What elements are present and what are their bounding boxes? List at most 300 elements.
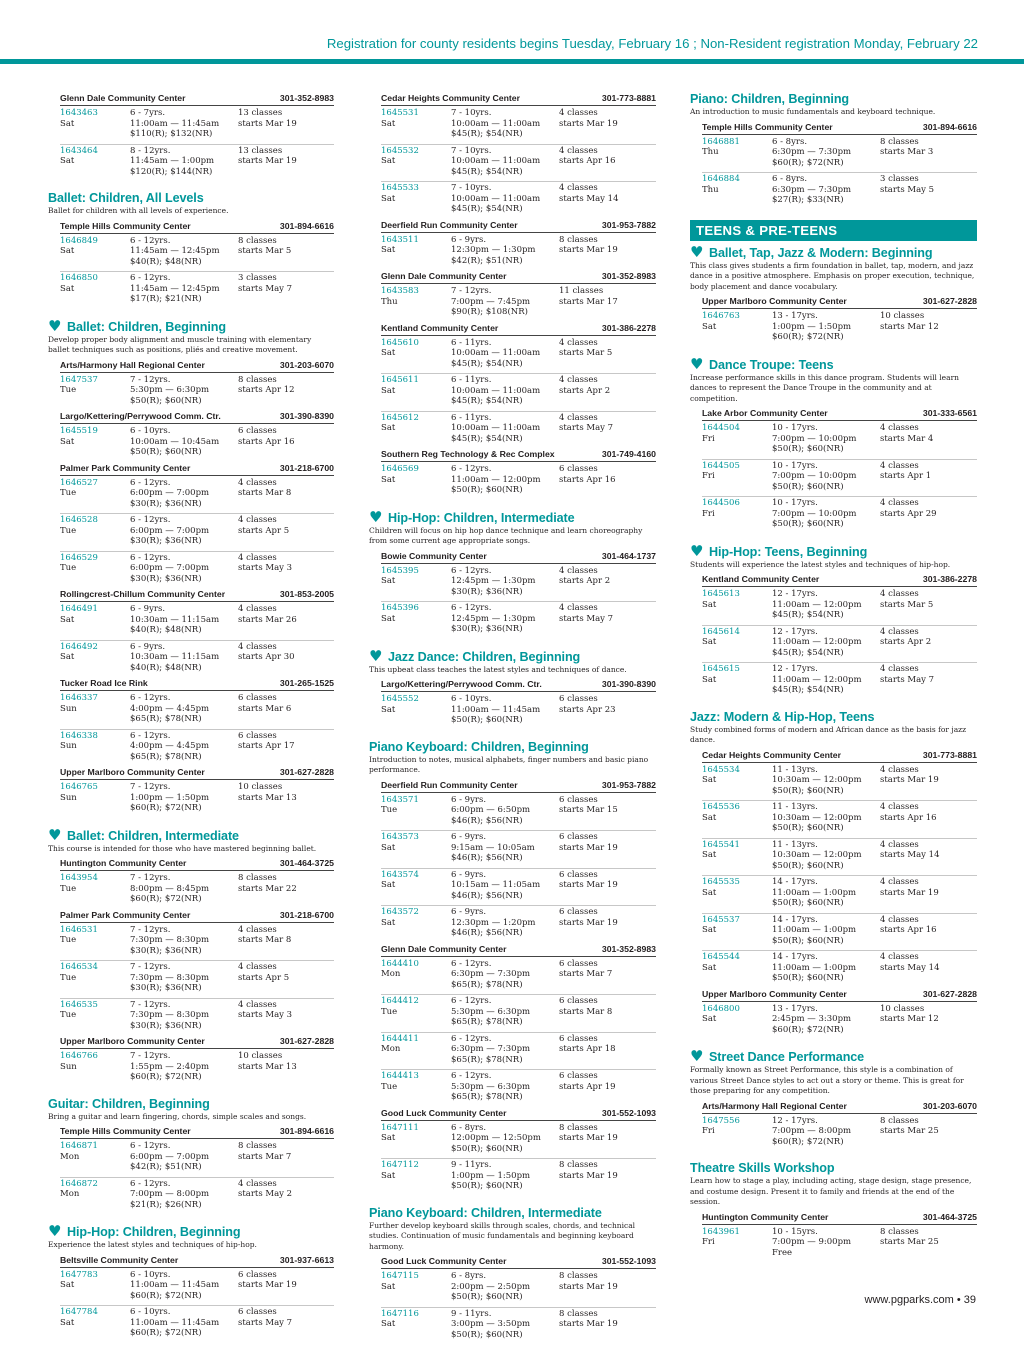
class-start: starts Mar 7 [238, 1151, 292, 1162]
program-title-text: Ballet: Children, Intermediate [67, 828, 239, 843]
class-number: 1645396 [381, 603, 419, 613]
class-detail-cell [451, 1271, 559, 1303]
class-number: 1646337 [60, 693, 98, 703]
class-day: Sat [60, 614, 75, 625]
class-count: 3 classes [238, 273, 277, 283]
program-title-text: Hip-Hop: Children, Intermediate [388, 510, 575, 525]
class-row [702, 764, 977, 802]
class-detail-cell [772, 423, 880, 455]
class-start: starts Mar 19 [559, 1170, 618, 1181]
class-row [381, 182, 656, 219]
class-id-cell [60, 553, 130, 585]
class-age: 6 - 9yrs. [451, 234, 487, 245]
class-schedule-cell [880, 1116, 977, 1148]
class-detail-cell [772, 1227, 880, 1259]
class-schedule-cell [238, 236, 334, 268]
class-count: 6 classes [559, 1033, 598, 1044]
class-age: 12 - 17yrs. [772, 589, 818, 599]
class-age: 6 - 11yrs. [451, 375, 492, 385]
class-day: Sat [381, 156, 396, 166]
class-age: 7 - 12yrs. [451, 286, 492, 296]
class-age: 6 - 12yrs. [451, 1033, 492, 1044]
location-block [60, 677, 334, 766]
class-age: 7 - 10yrs. [451, 145, 492, 156]
class-count: 10 classes [238, 782, 283, 792]
program-title-text: Dance Troupe: Teens [709, 357, 834, 372]
location-block [60, 1035, 334, 1087]
program-description: Ballet for children with all levels of experience. [48, 206, 229, 215]
class-schedule-cell [880, 589, 977, 621]
class-age: 6 - 9yrs. [130, 604, 166, 614]
class-start: starts Mar 19 [559, 1133, 618, 1143]
class-age: 6 - 10yrs. [130, 1269, 171, 1280]
class-start: starts Mar 26 [238, 614, 297, 625]
class-row [381, 374, 656, 412]
class-start: starts Apr 16 [559, 474, 616, 485]
class-number: 1645614 [702, 626, 740, 637]
class-schedule-cell [559, 1160, 656, 1192]
section-band: TEENS & PRE-TEENS [690, 220, 977, 241]
program-title [690, 92, 977, 107]
class-fee: $60(R); $72(NR) [130, 803, 202, 813]
program-title [369, 507, 656, 526]
class-fee: $50(R); $60(NR) [772, 481, 844, 492]
class-time: 10:00am — 10:45am [130, 436, 220, 447]
class-time: 11:00am — 1:00pm [772, 962, 857, 973]
class-day: Sat [60, 1280, 75, 1290]
program-section [369, 92, 656, 500]
class-schedule-cell [559, 1123, 656, 1155]
class-number: 1645552 [381, 694, 419, 704]
location-header [381, 322, 656, 336]
location-block [381, 270, 656, 322]
class-row [60, 107, 334, 145]
program-title-text: Piano Keyboard: Children, Beginning [369, 739, 589, 754]
program-section [48, 1097, 334, 1215]
class-day: Mon [381, 969, 401, 979]
class-detail-cell [451, 286, 559, 318]
location-header [381, 943, 656, 957]
program-title [690, 710, 977, 725]
class-day: Mon [60, 1151, 80, 1162]
class-detail-cell [772, 1116, 880, 1148]
location-block [702, 1100, 977, 1152]
class-number: 1647111 [381, 1122, 419, 1133]
class-fee: $21(R); $26(NR) [130, 1199, 202, 1210]
class-start: starts Apr 23 [559, 704, 616, 715]
class-age: 9 - 11yrs. [451, 1160, 492, 1170]
class-detail-cell [772, 1004, 880, 1036]
class-start: starts May 7 [238, 1317, 293, 1328]
class-time: 12:30pm — 1:30pm [451, 245, 536, 255]
class-count: 10 classes [880, 1003, 925, 1014]
class-id-cell [702, 802, 772, 834]
class-schedule-cell [880, 174, 977, 206]
class-age: 6 - 12yrs. [130, 477, 171, 488]
class-day: Fri [702, 433, 715, 444]
class-fee: $65(R); $78(NR) [451, 1017, 523, 1027]
location-name: Beltsville Community Center [60, 1254, 179, 1265]
class-schedule-cell [559, 1071, 656, 1103]
class-count: 4 classes [880, 664, 919, 674]
banner-rule [0, 59, 1024, 64]
program-title [369, 740, 656, 755]
class-time: 2:00pm — 2:50pm [451, 1281, 531, 1292]
location-block [381, 1107, 656, 1196]
class-start: starts Mar 6 [238, 703, 292, 714]
program-title [369, 646, 656, 665]
class-start: starts Mar 25 [880, 1126, 939, 1136]
class-fee: $65(R); $78(NR) [451, 1054, 523, 1065]
class-number: 1645535 [702, 877, 740, 887]
class-time: 10:30am — 12:00pm [772, 850, 862, 860]
class-day: Sat [381, 576, 396, 586]
class-day: Sat [702, 599, 717, 610]
class-number: 1646527 [60, 477, 98, 488]
program-section [690, 354, 977, 534]
class-id-cell [702, 915, 772, 947]
class-number: 1646492 [60, 641, 98, 652]
class-day: Tue [60, 385, 77, 395]
program-description: Bring a guitar and learn fingering, chords, simple scales and songs. [48, 1111, 307, 1121]
heart-icon: ♥ [690, 354, 704, 373]
class-schedule-cell [238, 1307, 334, 1339]
class-time: 11:00am — 12:00pm [772, 599, 862, 610]
class-schedule-cell [559, 1034, 656, 1066]
class-id-cell [381, 603, 451, 635]
class-detail-cell [130, 925, 238, 957]
class-fee: $46(R); $56(NR) [451, 928, 523, 938]
class-row [381, 412, 656, 449]
class-detail-cell [451, 375, 559, 407]
class-fee: $65(R); $78(NR) [130, 714, 202, 724]
class-schedule-cell [238, 962, 334, 994]
class-detail-cell [772, 461, 880, 493]
class-day: Sat [381, 245, 396, 255]
program-description: An introduction to music fundamentals and keyboard technique. [690, 107, 936, 116]
class-schedule-cell [559, 870, 656, 902]
class-age: 6 - 12yrs. [130, 1141, 171, 1151]
class-age: 12 - 17yrs. [772, 664, 818, 674]
class-id-cell [381, 1071, 451, 1103]
location-name: Kentland Community Center [381, 322, 499, 333]
location-phone: 301-552-1093 [601, 1256, 656, 1266]
class-start: starts May 2 [238, 1189, 293, 1199]
location-header [702, 988, 977, 1002]
class-number: 1646884 [702, 174, 740, 184]
class-age: 14 - 17yrs. [772, 877, 818, 887]
class-time: 10:30am — 12:00pm [772, 812, 862, 823]
class-number: 1646766 [60, 1051, 98, 1061]
class-count: 4 classes [880, 460, 919, 471]
class-schedule-cell [238, 693, 334, 725]
class-id-cell [702, 498, 772, 530]
class-count: 10 classes [880, 311, 925, 321]
location-phone: 301-390-8390 [279, 411, 334, 421]
class-time: 10:00am — 11:00am [451, 385, 541, 396]
class-start: starts Apr 2 [559, 385, 611, 396]
heart-icon: ♥ [690, 242, 704, 261]
class-time: 7:30pm — 8:30pm [130, 1010, 210, 1020]
class-id-cell [702, 877, 772, 909]
class-schedule-cell [880, 765, 977, 797]
program-title [48, 1224, 334, 1240]
location-header [60, 359, 334, 373]
location-block [381, 219, 656, 271]
class-start: starts Mar 19 [559, 118, 618, 129]
location-phone: 301-627-2828 [279, 1036, 334, 1046]
class-row [381, 565, 656, 603]
location-name: Arts/Harmony Hall Regional Center [60, 359, 205, 370]
class-age: 7 - 12yrs. [130, 999, 171, 1010]
class-time: 11:00am — 11:45am [130, 1280, 220, 1290]
program-description: Introduction to notes, musical alphabets, finger numbers and basic piano performance. [369, 754, 649, 774]
class-start: starts Mar 19 [559, 1281, 618, 1292]
program-section [690, 242, 977, 347]
class-start: starts Mar 4 [880, 433, 934, 444]
class-time: 6:00pm — 7:00pm [130, 1151, 210, 1162]
class-count: 4 classes [880, 589, 919, 599]
class-row [702, 310, 977, 347]
program-description: This course is intended for those who have mastered beginning ballet. [48, 843, 317, 853]
program-title [48, 191, 334, 206]
class-age: 6 - 12yrs. [130, 693, 171, 703]
class-schedule-cell [880, 627, 977, 659]
class-time: 8:00pm — 8:45pm [130, 883, 210, 894]
class-detail-cell [451, 907, 559, 939]
class-day: Sat [381, 880, 396, 890]
location-name: Good Luck Community Center [381, 1256, 507, 1266]
class-start: starts Apr 29 [880, 508, 937, 519]
class-start: starts Apr 16 [238, 436, 295, 447]
class-fee: $90(R); $108(NR) [451, 307, 528, 317]
class-age: 10 - 15yrs. [772, 1226, 818, 1237]
class-time: 11:00am — 12:00pm [772, 674, 862, 685]
location-block [702, 121, 977, 210]
class-day: Fri [702, 471, 715, 481]
class-number: 1646529 [60, 552, 98, 563]
class-age: 10 - 17yrs. [772, 423, 818, 433]
class-start: starts Apr 1 [880, 471, 932, 481]
class-count: 4 classes [880, 802, 919, 812]
program-description: This class gives students a firm foundation in ballet, tap, modern, and jazz dance in a positive atmosphere. Emphasis on proper execution, technique, body placement and dance vocabulary. [690, 260, 975, 291]
class-fee: $60(R); $72(NR) [130, 1072, 202, 1082]
location-header [60, 588, 334, 602]
class-start: starts Mar 17 [559, 296, 618, 307]
class-fee: $40(R); $48(NR) [130, 256, 202, 267]
class-age: 6 - 12yrs. [451, 996, 492, 1006]
class-time: 1:00pm — 1:50pm [130, 792, 210, 803]
class-age: 6 - 12yrs. [130, 730, 171, 741]
class-day: Sat [381, 474, 396, 485]
class-time: 11:45am — 12:45pm [130, 283, 220, 294]
class-age: 10 - 17yrs. [772, 460, 818, 471]
class-fee: $30(R); $36(NR) [130, 536, 202, 546]
class-fee: $30(R); $36(NR) [451, 624, 523, 634]
class-row [60, 872, 334, 909]
class-day: Sat [381, 348, 396, 358]
class-fee: $50(R); $60(NR) [451, 1181, 523, 1191]
class-number: 1646338 [60, 730, 98, 741]
class-age: 13 - 17yrs. [772, 1003, 818, 1014]
class-row [60, 425, 334, 462]
class-id-cell [381, 108, 451, 140]
class-schedule-cell [559, 959, 656, 991]
class-day: Tue [60, 1010, 77, 1020]
class-age: 13 - 17yrs. [772, 311, 818, 321]
class-count: 8 classes [880, 1115, 919, 1126]
class-row [381, 831, 656, 869]
class-fee: $46(R); $56(NR) [451, 853, 523, 863]
class-detail-cell [772, 802, 880, 834]
location-name: Palmer Park Community Center [60, 462, 191, 473]
program-title-text: Piano: Children, Beginning [690, 92, 850, 106]
class-start: starts Apr 5 [238, 525, 290, 536]
class-fee: $50(R); $60(NR) [451, 1292, 523, 1302]
class-number: 1645613 [702, 589, 740, 599]
class-day: Sun [60, 703, 77, 714]
location-name: Temple Hills Community Center [702, 121, 833, 132]
class-age: 6 - 9yrs. [451, 794, 487, 805]
class-id-cell [381, 1123, 451, 1155]
location-phone: 301-386-2278 [922, 574, 977, 584]
class-row [702, 951, 977, 988]
class-detail-cell [130, 782, 238, 814]
class-schedule-cell [880, 877, 977, 909]
class-id-cell [702, 461, 772, 493]
program-title-text: Guitar: Children, Beginning [48, 1096, 210, 1111]
class-count: 4 classes [880, 626, 919, 637]
class-count: 6 classes [238, 1269, 277, 1280]
program-title-text: Ballet: Children, All Levels [48, 191, 204, 205]
class-schedule-cell [559, 146, 656, 178]
class-id-cell [702, 174, 772, 206]
class-start: starts May 14 [880, 962, 940, 973]
class-day: Sat [60, 283, 75, 294]
location-phone: 301-218-6700 [279, 909, 334, 920]
class-schedule-cell [559, 832, 656, 864]
class-fee: $50(R); $60(NR) [772, 973, 844, 983]
class-schedule-cell [238, 478, 334, 510]
class-fee: $45(R); $54(NR) [451, 358, 523, 369]
class-id-cell [702, 423, 772, 455]
class-id-cell [60, 515, 130, 547]
location-phone: 301-894-6616 [279, 1126, 334, 1136]
class-row [702, 914, 977, 952]
class-row [60, 477, 334, 515]
class-start: starts May 7 [880, 674, 935, 685]
class-row [702, 839, 977, 877]
class-id-cell [60, 962, 130, 994]
class-count: 4 classes [238, 1178, 277, 1189]
class-age: 6 - 12yrs. [451, 958, 492, 969]
class-detail-cell [451, 183, 559, 215]
class-number: 1644412 [381, 996, 419, 1006]
class-count: 4 classes [559, 183, 598, 193]
class-id-cell [60, 478, 130, 510]
class-row [60, 692, 334, 730]
class-day: Tue [60, 563, 77, 573]
page-footer: www.pgparks.com • 39 [864, 1294, 976, 1306]
location-block [702, 407, 977, 534]
location-block [381, 322, 656, 449]
class-count: 4 classes [880, 877, 919, 887]
class-schedule-cell [238, 1141, 334, 1173]
class-fee: $50(R); $60(NR) [130, 447, 202, 457]
class-detail-cell [451, 832, 559, 864]
class-id-cell [60, 642, 130, 674]
class-number: 1645395 [381, 565, 419, 576]
class-day: Sat [60, 118, 75, 129]
class-schedule-cell [238, 782, 334, 814]
class-count: 6 classes [238, 426, 277, 436]
class-time: 11:00am — 11:45am [451, 704, 541, 715]
class-start: starts Apr 19 [559, 1081, 616, 1092]
location-block [60, 462, 334, 589]
class-day: Fri [702, 1126, 715, 1136]
class-id-cell [702, 627, 772, 659]
class-age: 7 - 12yrs. [130, 374, 171, 385]
class-fee: $50(R); $60(NR) [772, 860, 844, 871]
location-phone: 301-218-6700 [279, 462, 334, 473]
class-detail-cell [451, 464, 559, 496]
class-row [60, 374, 334, 411]
class-time: 11:45am — 1:00pm [130, 156, 215, 166]
class-count: 8 classes [559, 234, 598, 245]
class-count: 8 classes [238, 374, 277, 385]
class-time: 6:30pm — 7:30pm [772, 184, 852, 195]
class-id-cell [60, 375, 130, 407]
class-detail-cell [451, 870, 559, 902]
location-header [702, 1211, 977, 1225]
class-fee: $50(R); $60(NR) [451, 1329, 523, 1340]
class-schedule-cell [880, 664, 977, 696]
class-detail-cell [130, 1051, 238, 1083]
location-phone: 301-352-8983 [601, 271, 656, 281]
class-day: Sat [381, 1319, 396, 1329]
class-age: 6 - 8yrs. [772, 174, 808, 184]
class-count: 6 classes [559, 958, 598, 969]
class-schedule-cell [238, 925, 334, 957]
class-id-cell [381, 795, 451, 827]
location-name: Temple Hills Community Center [60, 1126, 191, 1136]
class-fee: $50(R); $60(NR) [451, 715, 523, 725]
class-schedule-cell [559, 235, 656, 267]
class-number: 1643464 [60, 145, 98, 156]
class-fee: $65(R); $78(NR) [130, 751, 202, 762]
program-description: Children will focus on hip hop dance technique and learn choreography from some current age appropriate songs. [369, 525, 643, 545]
class-schedule-cell [559, 1309, 656, 1341]
class-id-cell [381, 286, 451, 318]
heart-icon: ♥ [690, 1047, 704, 1065]
class-row [60, 924, 334, 962]
class-number: 1646765 [60, 782, 98, 792]
class-id-cell [702, 952, 772, 984]
class-id-cell [60, 1270, 130, 1302]
location-name: Lake Arbor Community Center [702, 408, 828, 418]
class-day: Sat [702, 925, 717, 935]
class-count: 6 classes [559, 907, 598, 917]
class-row [60, 1140, 334, 1178]
class-id-cell [60, 604, 130, 636]
class-fee: $30(R); $36(NR) [130, 498, 202, 509]
class-age: 7 - 12yrs. [130, 962, 171, 972]
class-fee: $110(R); $132(NR) [130, 129, 213, 139]
location-phone: 301-627-2828 [922, 296, 977, 306]
location-header [702, 295, 977, 309]
class-day: Fri [702, 1237, 715, 1247]
class-schedule-cell [238, 731, 334, 763]
